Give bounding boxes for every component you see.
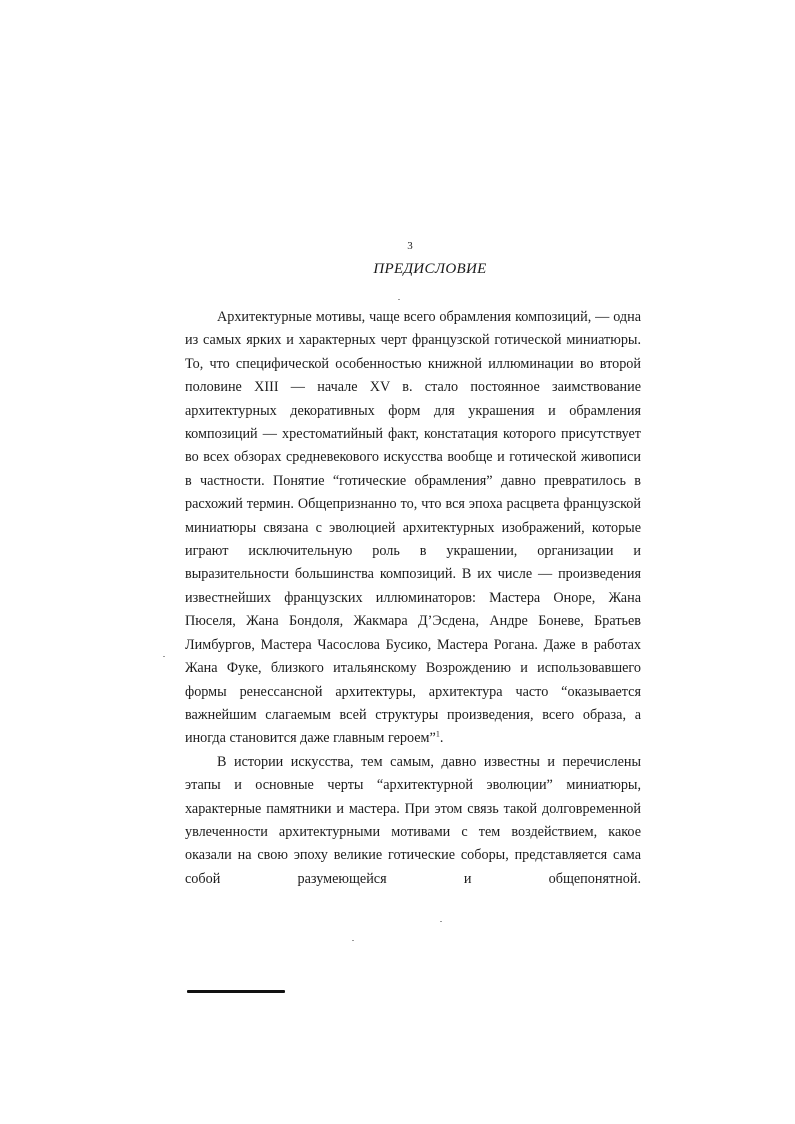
scan-speck: [398, 299, 400, 300]
scan-speck: [440, 921, 442, 922]
page-title: ПРЕДИСЛОВИЕ: [373, 261, 487, 277]
scan-speck: [352, 940, 354, 941]
paragraph-1: [185, 306, 641, 751]
paragraph-2: В истории искусства, тем самым, давно известны и перечислены этапы и основные черты “архитектурной эволюции” миниатюры, характерные памятники и мастера. При этом связь такой долговременной увлеченности архитектурными мотивами с тем воздействием, какое оказали на свою эпоху великие готические соборы, представляется сама собой разумеющейся и общепонятной.: [185, 753, 641, 887]
page-number: 3: [407, 240, 413, 252]
paragraph-1-text: Архитектурные мотивы, чаще всего обрамления композиций, — одна из самых ярких и характерных черт французской готической миниатюры. То, что специфической особенностью книжной иллюминации во второй половине XIII — начале XV в. стало постоянное заимствование архитектурных декоративных форм для украшения и обрамления композиций — хрестоматийный факт, констатация которого присутствует во всех обзорах средневекового искусства вообще и готической живописи в частности. Понятие “готические обрамления” давно превратилось в расхожий термин. Общепризнанно то, что вся эпоха расцвета французской миниатюры связана с эволюцией архитектурных изображений, которые играют исключительную роль в украшении, организации и выразительности большинства композиций. В их числе — произведения известнейших французских иллюминаторов: Мастера Оноре, Жана Пюселя, Жана Бондоля, Жакмара Д’Эсдена, Андре Боневе, Братьев Лимбургов, Мастера Часослова Бусико, Мастера Рогана. Даже в работах Жана Фуке, близкого итальянскому Возрождению и использовавшего формы ренессансной архитектуры, архитектура часто “оказывается важнейшим слагаемым всей структуры произведения, всего образа, а иногда становится даже главным героем”: [185, 309, 641, 747]
paragraph-1-end: .: [439, 730, 444, 747]
footnote-reference: 1: [435, 729, 440, 739]
body-text: [185, 306, 641, 891]
footnote-separator: [187, 990, 285, 993]
scan-speck: [163, 656, 165, 657]
